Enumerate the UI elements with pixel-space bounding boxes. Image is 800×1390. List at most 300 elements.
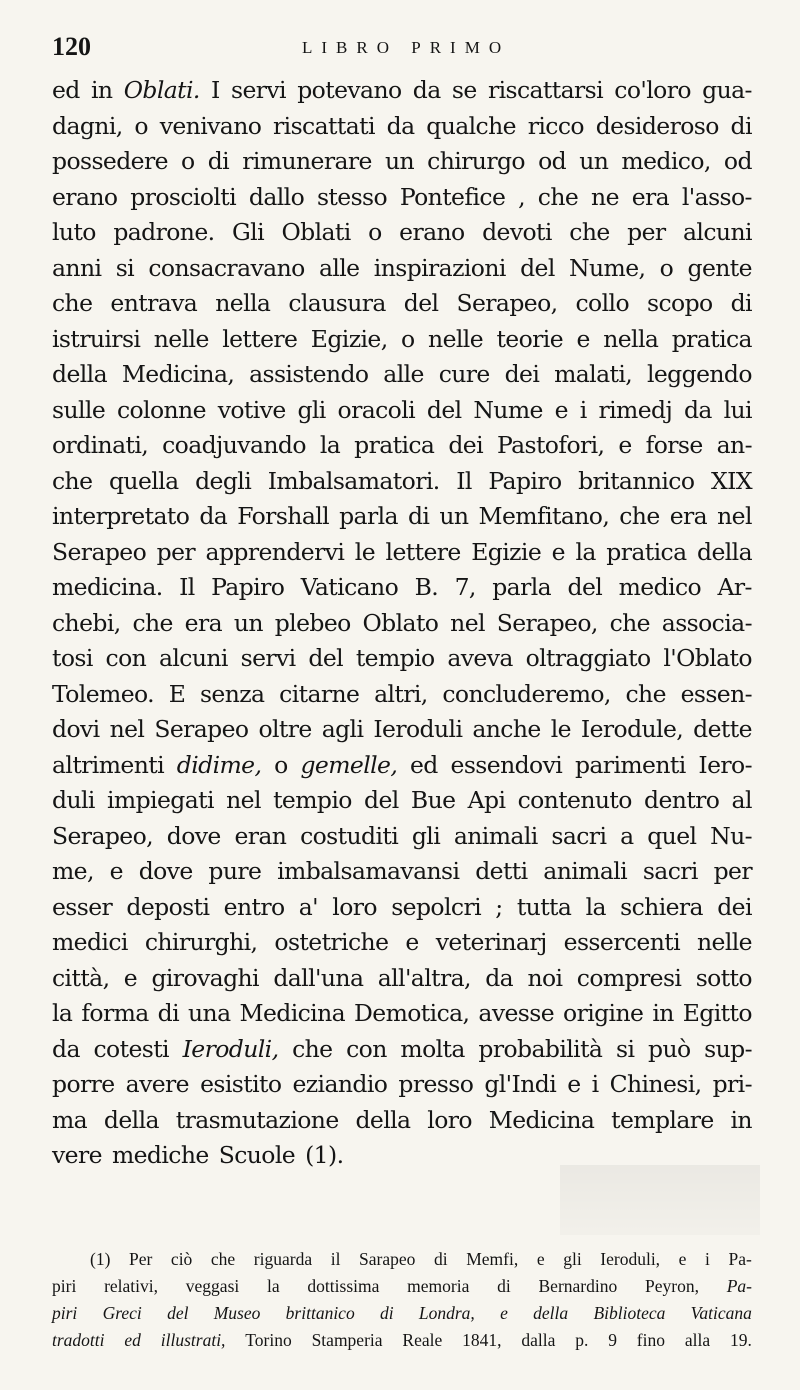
footnote-word: riguarda xyxy=(253,1249,313,1269)
word: rimedj xyxy=(598,395,673,424)
word: Bue xyxy=(410,786,456,814)
word: porre xyxy=(52,1070,115,1098)
word: era xyxy=(631,182,670,211)
word: leggendo xyxy=(646,360,752,388)
word: deposti xyxy=(126,892,210,921)
word: clausura xyxy=(288,289,386,317)
word: Vaticano xyxy=(300,573,399,601)
word: la xyxy=(575,537,596,566)
word: od xyxy=(723,147,752,175)
word: Api xyxy=(467,786,506,814)
word: della xyxy=(103,1105,159,1134)
word: E xyxy=(168,679,186,708)
word: B. xyxy=(414,573,439,601)
word: tutta xyxy=(516,892,572,921)
word: ; xyxy=(495,892,503,921)
word: le xyxy=(550,715,571,743)
word: da xyxy=(683,395,712,424)
word: riscattarsi xyxy=(487,76,604,104)
word: era xyxy=(184,608,223,637)
text-line xyxy=(52,428,752,464)
word: Ieroduli, xyxy=(182,1034,279,1063)
word: sepolcri xyxy=(391,892,481,921)
word: oltraggiato xyxy=(525,644,651,672)
text-line xyxy=(52,925,752,961)
word: esser xyxy=(52,892,113,921)
word: Ierodule, xyxy=(580,715,684,743)
word: per xyxy=(156,537,196,566)
word: duli xyxy=(52,786,95,814)
footnote-word: Biblioteca xyxy=(593,1303,666,1323)
word: l'asso- xyxy=(681,182,752,211)
word: me, xyxy=(52,857,94,885)
footnote-word: dottissima xyxy=(307,1276,380,1296)
text-line xyxy=(52,499,752,535)
text-line xyxy=(52,464,752,500)
word: Ieroduli xyxy=(373,715,463,743)
footnote-word: Reale xyxy=(402,1330,443,1350)
word: Pastofori, xyxy=(496,431,605,459)
word: nella xyxy=(603,324,659,353)
word: servi xyxy=(240,644,296,672)
text-line xyxy=(52,180,752,216)
word: an- xyxy=(716,431,752,459)
word: Oblati. xyxy=(123,76,200,104)
footnote-word: Per xyxy=(129,1249,153,1269)
word: citarne xyxy=(279,679,360,708)
word: pratica xyxy=(606,537,687,566)
word: di xyxy=(157,999,180,1027)
word: avesse xyxy=(478,999,555,1027)
word: concluderemo, xyxy=(442,679,611,708)
word: Il xyxy=(456,466,472,495)
footnote-word: del xyxy=(167,1303,189,1323)
word: Tolemeo. xyxy=(52,679,155,708)
word: per xyxy=(627,218,666,246)
word: qualche xyxy=(426,111,516,140)
word: all'altra, xyxy=(377,963,471,992)
word: essercenti xyxy=(563,928,680,956)
word: sacri xyxy=(642,857,698,885)
footnote-word: 1841, xyxy=(462,1330,502,1350)
word: da xyxy=(412,76,441,104)
word: nel xyxy=(450,608,485,637)
word: Demotica, xyxy=(354,999,470,1027)
word: o xyxy=(368,218,382,246)
word: Nume, xyxy=(569,253,646,282)
word: imbalsamavansi xyxy=(277,857,460,885)
word: ed xyxy=(52,76,80,104)
word: che xyxy=(625,679,666,708)
word: agli xyxy=(321,715,364,743)
show-through-smudge xyxy=(560,1165,760,1235)
word: sulle xyxy=(52,395,106,424)
word: parla xyxy=(492,573,552,601)
word: e xyxy=(567,1070,581,1098)
word: gl'Indi xyxy=(484,1070,557,1098)
word: del xyxy=(308,644,344,672)
word: che xyxy=(52,289,93,317)
word: dove xyxy=(138,857,193,885)
footnote-word: Ieroduli, xyxy=(600,1249,661,1269)
word: schiera xyxy=(620,892,703,921)
word: da xyxy=(199,502,228,530)
footnote-word: Bernardino xyxy=(538,1276,618,1296)
footnote-word: Vaticana xyxy=(690,1303,752,1323)
word: Oblato xyxy=(362,608,439,637)
word: trasmutazione xyxy=(175,1105,339,1134)
word: nella xyxy=(215,289,271,317)
word: del xyxy=(403,289,439,317)
word: apprendervi xyxy=(205,537,345,566)
word: che xyxy=(292,1034,333,1063)
word: se xyxy=(451,76,477,104)
word: oracoli xyxy=(337,395,416,424)
word: teorie xyxy=(496,324,564,353)
word: medicina. xyxy=(52,573,163,601)
word: servi xyxy=(230,76,286,104)
word: del xyxy=(426,395,462,424)
word: le xyxy=(354,537,376,566)
word: o xyxy=(401,324,415,353)
word: di xyxy=(407,502,430,530)
word: malati, xyxy=(554,360,633,388)
word: detti xyxy=(475,857,528,885)
word: Forshall xyxy=(237,502,330,530)
word: da xyxy=(52,1034,80,1063)
word: o xyxy=(181,147,195,175)
word: coadjuvando xyxy=(162,431,306,459)
word: e xyxy=(123,963,138,992)
word: Medicina xyxy=(488,1105,595,1134)
word: una xyxy=(188,999,231,1027)
word: che xyxy=(52,466,93,495)
text-line xyxy=(52,783,752,819)
word: per xyxy=(713,857,752,885)
word: gli xyxy=(297,395,326,424)
word: britannico xyxy=(578,466,695,495)
word: medico, xyxy=(621,147,711,175)
word: esistito xyxy=(200,1070,282,1098)
word: ostetriche xyxy=(274,928,389,956)
footnote-word: Greci xyxy=(102,1303,142,1323)
text-line xyxy=(52,286,752,322)
footnote-word: ed xyxy=(124,1330,141,1350)
word: Oblati xyxy=(281,218,351,246)
word: nel xyxy=(226,786,261,814)
word: del xyxy=(520,253,555,282)
word: eziandio xyxy=(292,1070,388,1098)
word: pri- xyxy=(712,1070,752,1098)
word: e xyxy=(576,324,590,353)
word: degli xyxy=(195,466,252,495)
footnote xyxy=(52,1246,752,1354)
word: forse xyxy=(645,431,703,459)
word: origine xyxy=(563,999,644,1027)
word: con xyxy=(346,1034,387,1063)
footnote-line xyxy=(52,1246,752,1273)
word: anche xyxy=(472,715,541,743)
word: cure xyxy=(438,360,490,388)
footnote-word: brittanico xyxy=(285,1303,355,1323)
word: gua- xyxy=(702,76,752,104)
word: del xyxy=(567,573,603,601)
word: Memfitano, xyxy=(478,502,610,530)
footnote-word: Sarapeo xyxy=(359,1249,416,1269)
word: da xyxy=(386,111,415,140)
word: ma xyxy=(52,1105,88,1134)
word: presso xyxy=(398,1070,474,1098)
footnote-word: e xyxy=(536,1249,545,1269)
word: chirurgo xyxy=(427,147,525,175)
word: della xyxy=(52,360,107,388)
footnote-word: p. xyxy=(575,1330,589,1350)
word: riscattati xyxy=(273,111,375,140)
word: rimunerare xyxy=(242,147,372,175)
word: anni xyxy=(52,253,102,282)
word: Serapeo, xyxy=(496,608,598,637)
word: o xyxy=(274,750,288,779)
word: tempio xyxy=(355,644,435,672)
text-line xyxy=(52,996,752,1032)
running-head: LIBRO PRIMO xyxy=(302,38,511,57)
footnote-word: alla xyxy=(684,1330,711,1350)
word: dei xyxy=(504,360,540,388)
word: erano xyxy=(399,218,465,246)
word: Egizie, xyxy=(310,324,388,353)
word: e xyxy=(109,857,123,885)
footnote-word: della xyxy=(533,1303,569,1323)
word: sup- xyxy=(704,1034,752,1063)
word: Papiro xyxy=(488,466,562,495)
word: alle xyxy=(383,360,424,388)
word: aveva xyxy=(447,644,513,672)
footnote-word: Peyron, xyxy=(645,1276,699,1296)
footnote-word: la xyxy=(267,1276,280,1296)
word: avere xyxy=(125,1070,189,1098)
word: , xyxy=(518,182,525,211)
text-line xyxy=(52,641,752,677)
word: pratica xyxy=(354,431,435,459)
word: contenuto xyxy=(517,786,632,814)
text-line xyxy=(52,322,752,358)
word: di xyxy=(730,289,752,317)
word: lettere xyxy=(385,537,461,566)
word: quella xyxy=(108,466,179,495)
footnote-word: e xyxy=(500,1303,508,1323)
footnote-word: piri xyxy=(52,1276,77,1296)
word: (1). xyxy=(305,1141,344,1169)
word: parimenti xyxy=(574,750,686,779)
footnote-word: piri xyxy=(52,1303,78,1323)
text-line xyxy=(52,1103,752,1139)
word: veterinarj xyxy=(435,928,547,956)
word: tempio xyxy=(273,786,352,814)
word: un xyxy=(384,147,415,175)
word: girovaghi xyxy=(151,963,259,992)
text-line xyxy=(52,144,752,180)
word: in xyxy=(730,1105,752,1134)
footnote-word: di xyxy=(434,1249,448,1269)
word: sotto xyxy=(695,963,752,992)
word: inspirazioni xyxy=(373,253,506,282)
body-text xyxy=(52,73,752,1174)
word: Serapeo xyxy=(52,537,147,566)
word: Gli xyxy=(231,218,264,246)
word: ordinati, xyxy=(52,431,149,459)
word: mediche xyxy=(111,1141,209,1169)
word: templare xyxy=(611,1105,714,1134)
word: pratica xyxy=(671,324,752,353)
word: si xyxy=(115,253,135,282)
word: nel xyxy=(109,715,145,743)
text-line xyxy=(52,890,752,926)
text-line xyxy=(52,215,752,251)
footnote-word: relativi, xyxy=(104,1276,159,1296)
word: parla xyxy=(339,502,398,530)
word: Nu- xyxy=(710,821,752,850)
word: Il xyxy=(179,573,195,601)
word: gente xyxy=(687,253,752,282)
word: entrava xyxy=(110,289,198,317)
word: Ar- xyxy=(717,573,752,601)
word: Iero- xyxy=(698,750,752,779)
text-line xyxy=(52,535,752,571)
text-line xyxy=(52,819,752,855)
word: i xyxy=(591,1070,599,1098)
word: potevano xyxy=(297,76,402,104)
word: dei xyxy=(717,892,752,921)
footnote-word: dalla xyxy=(521,1330,556,1350)
text-line xyxy=(52,748,752,784)
word: un xyxy=(439,502,469,530)
word: altrimenti xyxy=(52,750,165,779)
word: al xyxy=(731,786,752,814)
word: chebi, xyxy=(52,608,121,637)
word: e xyxy=(618,431,632,459)
word: era xyxy=(669,502,708,530)
word: prosciolti xyxy=(130,182,237,211)
word: consacravano xyxy=(148,253,305,282)
footnote-word: Londra, xyxy=(418,1303,475,1323)
word: un xyxy=(233,608,263,637)
word: didime, xyxy=(176,750,262,779)
word: erano xyxy=(52,182,118,211)
word: oltre xyxy=(258,715,312,743)
word: Scuole xyxy=(218,1141,296,1169)
word: compresi xyxy=(576,963,682,992)
footnote-word: Museo xyxy=(213,1303,261,1323)
word: luto xyxy=(52,218,96,246)
word: venivano xyxy=(159,111,262,140)
word: Nume xyxy=(473,395,543,424)
text-line xyxy=(52,1032,752,1068)
footnote-line xyxy=(52,1300,752,1327)
word: la xyxy=(52,999,73,1027)
word: gli xyxy=(411,821,441,850)
word: gemelle, xyxy=(300,750,398,779)
footnote-word: di xyxy=(497,1276,511,1296)
word: medici xyxy=(52,928,128,956)
text-line xyxy=(52,570,752,606)
word: nelle xyxy=(697,928,752,956)
word: che xyxy=(132,608,173,637)
footnote-word: memoria xyxy=(407,1276,470,1296)
word: dove xyxy=(166,821,221,850)
word: dentro xyxy=(644,786,720,814)
word: e xyxy=(551,537,565,566)
word: o xyxy=(659,253,674,282)
word: in xyxy=(652,999,674,1027)
word: che xyxy=(569,218,610,246)
footnote-word: 9 xyxy=(608,1330,617,1350)
word: Egitto xyxy=(682,999,752,1027)
word: Serapeo, xyxy=(456,289,558,317)
word: desideroso xyxy=(595,111,719,140)
word: altri, xyxy=(374,679,428,708)
word: essen- xyxy=(680,679,752,708)
word: assistendo xyxy=(249,360,369,388)
text-line xyxy=(52,961,752,997)
word: che xyxy=(619,502,660,530)
word: entro xyxy=(223,892,285,921)
word: nelle xyxy=(153,324,209,353)
word: Pontefice xyxy=(399,182,506,211)
word: animali xyxy=(543,857,628,885)
footnote-word: Stamperia xyxy=(311,1330,383,1350)
word: Papiro xyxy=(211,573,285,601)
word: o xyxy=(134,111,148,140)
word: di xyxy=(730,111,752,140)
word: i xyxy=(579,395,587,424)
word: quel xyxy=(647,821,697,850)
word: nel xyxy=(717,502,752,530)
word: collo xyxy=(575,289,629,317)
word: loro xyxy=(427,1105,472,1134)
footnote-line xyxy=(52,1273,752,1300)
footnote-word: che xyxy=(210,1249,236,1269)
footnote-word: fino xyxy=(636,1330,665,1350)
word: padrone. xyxy=(113,218,215,246)
footnote-word: gli xyxy=(563,1249,582,1269)
word: dall'una xyxy=(273,963,364,992)
footnote-word: 19. xyxy=(729,1330,752,1350)
word: città, xyxy=(52,963,110,992)
word: colonne xyxy=(116,395,206,424)
word: od xyxy=(538,147,567,175)
word: 7, xyxy=(454,573,476,601)
word: Medicina, xyxy=(121,360,235,388)
word: dei xyxy=(448,431,483,459)
word: alcuni xyxy=(158,644,228,672)
text-line xyxy=(52,357,752,393)
word: a xyxy=(620,821,634,850)
word: si xyxy=(615,1034,635,1063)
word: medico xyxy=(618,573,702,601)
word: essendovi xyxy=(450,750,563,779)
word: della xyxy=(355,1105,411,1134)
word: l'Oblato xyxy=(663,644,752,672)
word: Medicina xyxy=(239,999,346,1027)
footnote-line xyxy=(52,1327,752,1354)
word: eran xyxy=(234,821,287,850)
text-line xyxy=(52,109,752,145)
footnote-word: Pa- xyxy=(726,1276,752,1296)
word: lettere xyxy=(222,324,298,353)
text-line xyxy=(52,677,752,713)
word: Serapeo, xyxy=(52,821,154,850)
footnote-word: Memfi, xyxy=(466,1249,519,1269)
